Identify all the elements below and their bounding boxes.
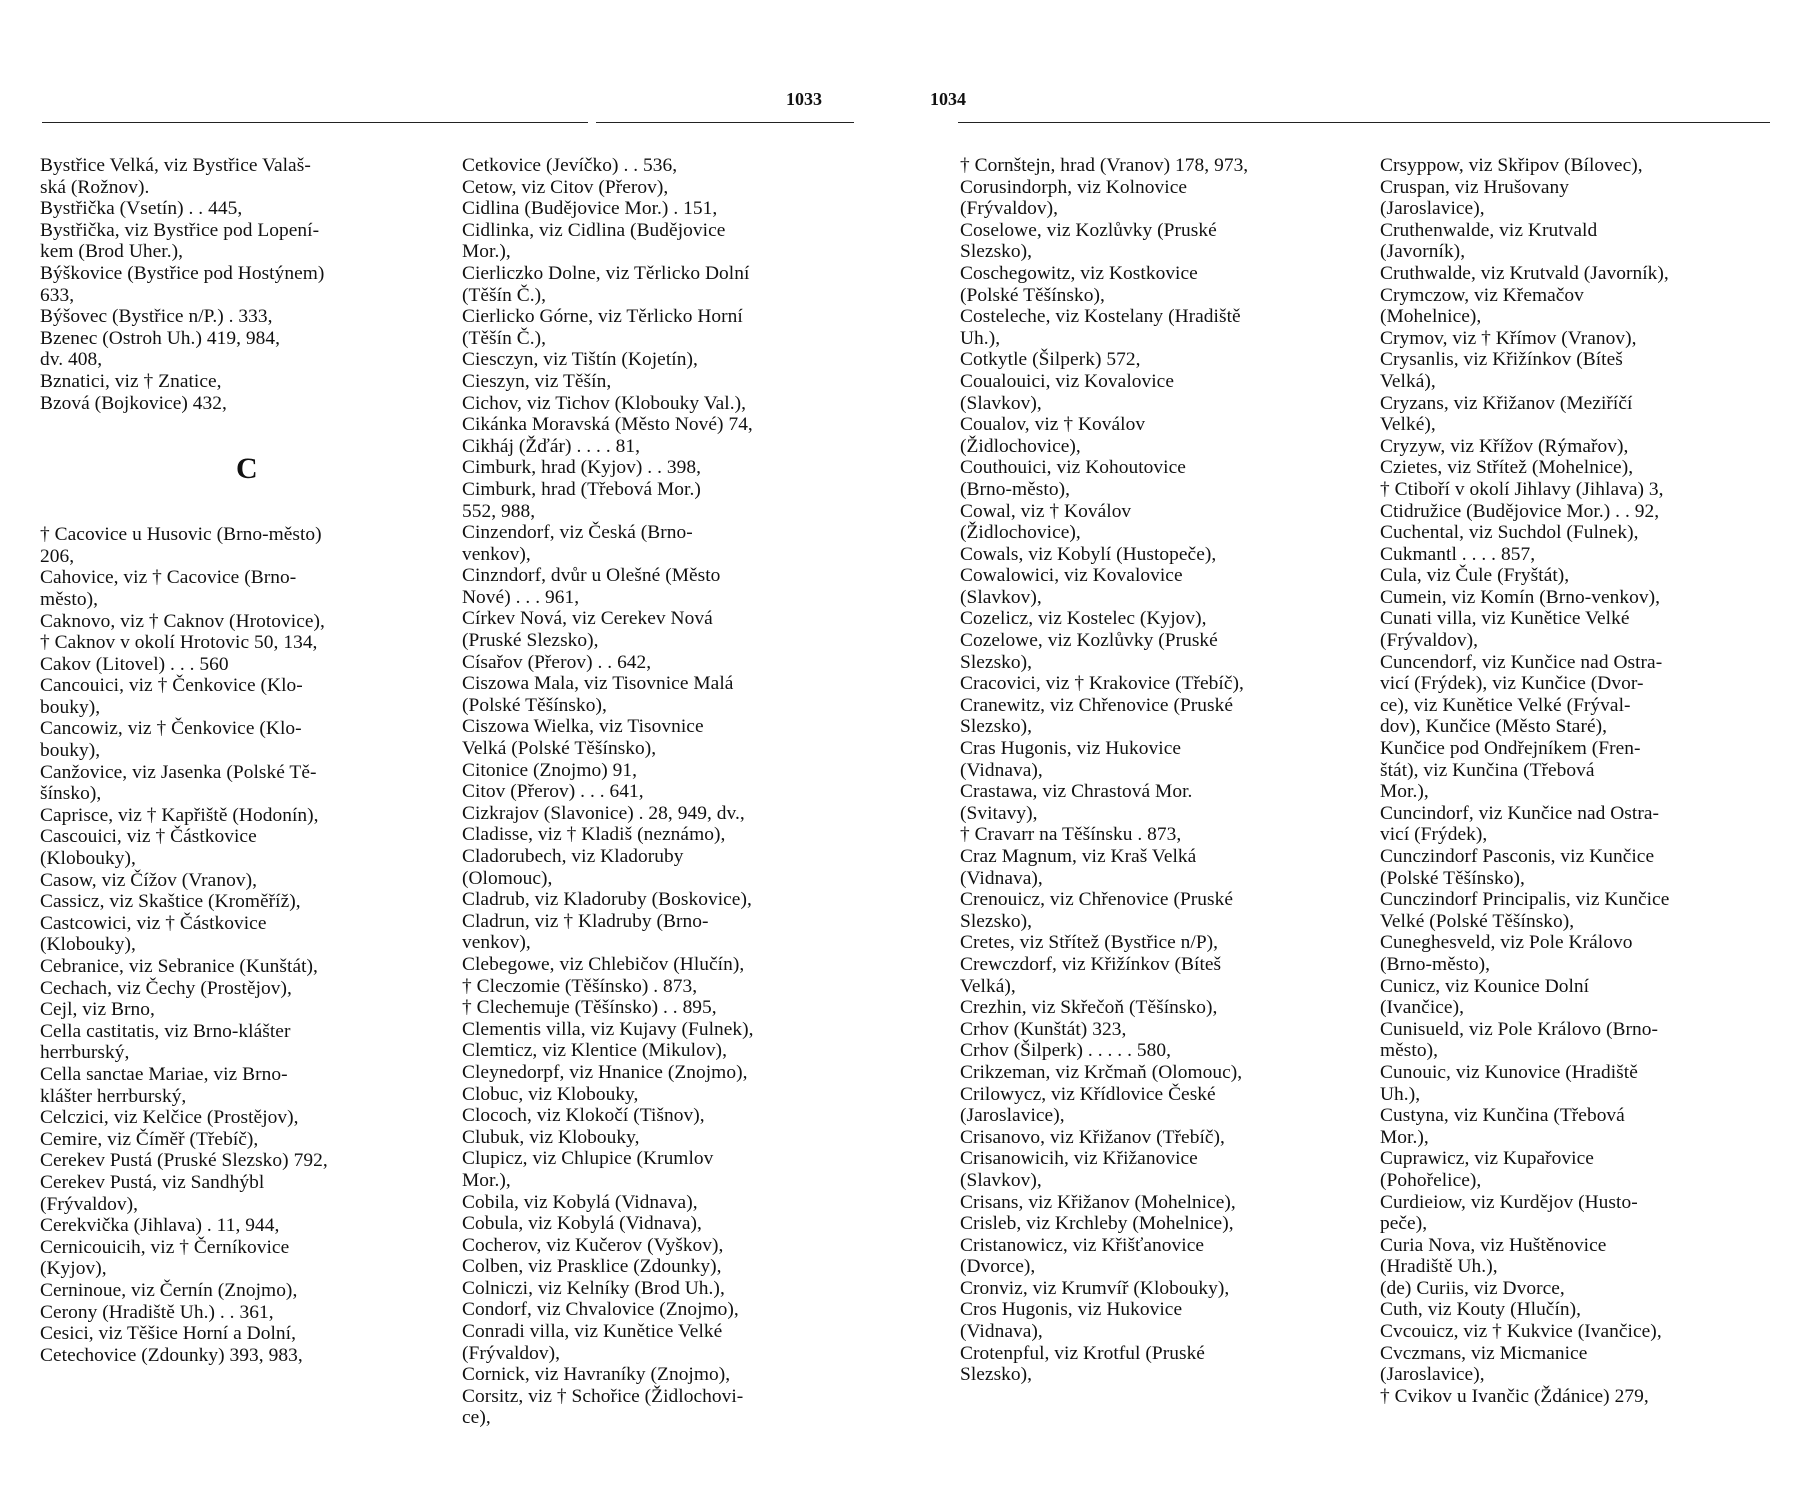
index-line: Clemticz, viz Klentice (Mikulov), (462, 1040, 727, 1062)
index-line: Cristanowicz, viz Křišťanovice (960, 1234, 1205, 1256)
index-line: Cierlicko Górne, viz Těrlicko Horní (462, 306, 743, 328)
index-column-2 (462, 155, 872, 1429)
index-line: Couthouici, viz Kohoutovice (960, 457, 1186, 479)
index-line: Mor.), (1380, 781, 1429, 803)
index-line: Celczici, viz Kelčice (Prostějov), (40, 1107, 299, 1129)
index-line: Clebegowe, viz Chlebičov (Hlučín), (462, 953, 745, 975)
index-line: (Polské Těšínsko), (1380, 867, 1525, 889)
index-line: šínsko), (40, 783, 102, 805)
index-line: Cimburk, hrad (Kyjov) . . 398, (462, 457, 702, 479)
index-line: Cascouici, viz † Částkovice (40, 826, 257, 848)
index-line: (Klobouky), (40, 848, 136, 870)
index-line: Cuth, viz Kouty (Hlučín), (1380, 1299, 1582, 1321)
index-line: Condorf, viz Chvalovice (Znojmo), (462, 1299, 739, 1321)
index-line: 206, (40, 545, 75, 567)
index-line: město), (40, 588, 98, 610)
index-line: Bystřička, viz Bystřice pod Lopení- (40, 219, 320, 241)
index-line: bouky), (40, 740, 101, 762)
index-line: Cladorubech, viz Kladoruby (462, 846, 684, 867)
index-column-3 (960, 155, 1360, 1386)
index-line: ce), (462, 1407, 491, 1429)
index-line: (de) Curiis, viz Dvorce, (1380, 1277, 1565, 1299)
index-line: † Cacovice u Husovic (Brno-město) (40, 524, 322, 546)
index-line: 633, (40, 284, 75, 306)
index-line: Cetow, viz Citov (Přerov), (462, 176, 669, 198)
index-line: Curia Nova, viz Huštěnovice (1380, 1234, 1607, 1256)
index-line: Colben, viz Prasklice (Zdounky), (462, 1256, 722, 1278)
index-line: Cruthwalde, viz Krutvald (Javorník), (1380, 262, 1669, 284)
index-line: Kunčice pod Ondřejníkem (Fren- (1380, 738, 1641, 760)
index-line: Cunczindorf Principalis, viz Kunčice (1380, 889, 1670, 911)
index-line: Císařov (Přerov) . . 642, (462, 651, 652, 673)
index-line: Cruspan, viz Hrušovany (1380, 176, 1570, 198)
index-line: Cechach, viz Čechy (Prostějov), (40, 977, 292, 999)
index-line: Cakov (Litovel) . . . 560 (40, 653, 229, 675)
index-line: Cerninoue, viz Černín (Znojmo), (40, 1279, 298, 1301)
index-line: Conradi villa, viz Kunětice Velké (462, 1321, 723, 1343)
index-line: Cunczindorf Pasconis, viz Kunčice (1380, 846, 1655, 867)
index-line: Crezhin, viz Skřečoň (Těšínsko), (960, 997, 1218, 1019)
index-line: Velká), (960, 975, 1016, 997)
index-line: Crikzeman, viz Krčmaň (Olomouc), (960, 1061, 1243, 1083)
index-line: (Židlochovice), (960, 522, 1081, 544)
index-line: Custyna, viz Kunčina (Třebová (1380, 1105, 1625, 1127)
index-line: Mor.), (462, 241, 511, 263)
index-line: Crastawa, viz Chrastová Mor. (960, 781, 1193, 803)
index-line: (Olomouc), (462, 867, 553, 889)
index-line: (Svitavy), (960, 802, 1038, 824)
index-line: Crisanowicih, viz Křižanovice (960, 1148, 1198, 1170)
section-letter: C (236, 452, 258, 486)
index-line: herrburský, (40, 1042, 130, 1064)
index-line: Colniczi, viz Kelníky (Brod Uh.), (462, 1277, 725, 1299)
index-line: Cros Hugonis, viz Hukovice (960, 1299, 1183, 1321)
index-line: Cvczmans, viz Micmanice (1380, 1342, 1588, 1364)
index-line: Clementis villa, viz Kujavy (Fulnek), (462, 1018, 754, 1040)
index-line: Cornick, viz Havraníky (Znojmo), (462, 1364, 731, 1386)
index-line: (Židlochovice), (960, 435, 1081, 457)
index-line: Slezsko), (960, 1364, 1033, 1386)
index-line: Cladrub, viz Kladoruby (Boskovice), (462, 889, 752, 911)
index-line: † Cvikov u Ivančic (Ždánice) 279, (1380, 1385, 1649, 1407)
index-line: Cras Hugonis, viz Hukovice (960, 738, 1182, 760)
index-line: (Slavkov), (960, 392, 1042, 414)
index-line: (Dvorce), (960, 1256, 1036, 1278)
index-line: Coselowe, viz Kozlůvky (Pruské (960, 219, 1217, 241)
index-line: Cuchental, viz Suchdol (Fulnek), (1380, 522, 1639, 544)
index-line: Cetechovice (Zdounky) 393, 983, (40, 1344, 303, 1366)
index-line: Bzová (Bojkovice) 432, (40, 392, 227, 414)
index-line: Cunisueld, viz Pole Královo (Brno- (1380, 1018, 1658, 1040)
index-line: 552, 988, (462, 500, 536, 522)
index-line: Canžovice, viz Jasenka (Polské Tě- (40, 761, 317, 783)
index-line: Slezsko), (960, 716, 1033, 738)
index-line: Craz Magnum, viz Kraš Velká (960, 846, 1197, 867)
index-line: Býšovec (Bystřice n/P.) . 333, (40, 306, 273, 328)
index-line: Cella castitatis, viz Brno-klášter (40, 1020, 291, 1042)
index-line: Crisleb, viz Krchleby (Mohelnice), (960, 1213, 1234, 1235)
index-line: Clobuc, viz Klobouky, (462, 1083, 639, 1105)
index-line: Mor.), (1380, 1126, 1429, 1148)
index-line: Cuprawicz, viz Kupařovice (1380, 1148, 1594, 1170)
index-line: Crysanlis, viz Křižínkov (Bíteš (1380, 349, 1623, 371)
index-line: Ctidružice (Budějovice Mor.) . . 92, (1380, 500, 1660, 522)
index-line: † Cleczomie (Těšínsko) . 873, (462, 975, 698, 997)
index-line: Crymczow, viz Křemačov (1380, 284, 1584, 306)
index-line: (Klobouky), (40, 934, 136, 956)
index-line: venkov), (462, 932, 531, 954)
index-line: venkov), (462, 543, 531, 565)
index-line: (Těšín Č.), (462, 284, 547, 306)
index-line: Cimburk, hrad (Třebová Mor.) (462, 478, 701, 500)
index-line: Crisans, viz Křižanov (Mohelnice), (960, 1191, 1236, 1213)
index-line: Crisanovo, viz Křižanov (Třebíč), (960, 1126, 1225, 1148)
index-line: Velká), (1380, 370, 1436, 392)
index-line: Cella sanctae Mariae, viz Brno- (40, 1063, 288, 1085)
index-line: Cronviz, viz Krumvíř (Klobouky), (960, 1277, 1230, 1299)
index-line: kem (Brod Uher.), (40, 241, 184, 263)
index-line: (Frývaldov), (960, 198, 1059, 220)
index-line: (Pohořelice), (1380, 1169, 1482, 1191)
index-line: (Ivančice), (1380, 997, 1464, 1019)
index-line: Coschegowitz, viz Kostkovice (960, 262, 1198, 284)
index-line: Cejl, viz Brno, (40, 999, 155, 1021)
header-rule-right (958, 122, 1770, 123)
index-line: (Jaroslavice), (960, 1105, 1065, 1127)
index-line: Crenouicz, viz Chřenovice (Pruské (960, 889, 1234, 911)
index-line: Cocherov, viz Kučerov (Vyškov), (462, 1234, 724, 1256)
index-line: Cancouici, viz † Čenkovice (Klo- (40, 675, 303, 697)
index-line: Cinzndorf, dvůr u Olešné (Město (462, 565, 721, 587)
index-line: klášter herrburský, (40, 1085, 187, 1107)
index-line: Cerekvička (Jihlava) . 11, 944, (40, 1215, 280, 1237)
index-line: (Těšín Č.), (462, 327, 547, 349)
index-line: Slezsko), (960, 910, 1033, 932)
index-line: Bznatici, viz † Znatice, (40, 370, 222, 392)
index-line: Caprisce, viz † Kapřiště (Hodonín), (40, 804, 319, 826)
index-line: (Polské Těšínsko), (960, 284, 1105, 306)
index-line: Cobila, viz Kobylá (Vidnava), (462, 1191, 698, 1213)
index-line: Cuncendorf, viz Kunčice nad Ostra- (1380, 651, 1663, 673)
index-line: Cichov, viz Tichov (Klobouky Val.), (462, 392, 746, 414)
index-line: Crsyppow, viz Skřipov (Bílovec), (1380, 155, 1643, 176)
index-line: Cvcouicz, viz † Kukvice (Ivančice), (1380, 1321, 1662, 1343)
index-line: Cierliczko Dolne, viz Těrlicko Dolní (462, 262, 750, 284)
index-line: Cerekev Pustá (Pruské Slezsko) 792, (40, 1150, 328, 1172)
index-line: Cracovici, viz † Krakovice (Třebíč), (960, 673, 1244, 695)
index-line: Cernicouicih, viz † Černíkovice (40, 1236, 290, 1258)
index-line: Cladisse, viz † Kladiš (neznámo), (462, 824, 726, 846)
index-line: Cotkytle (Šilperk) 572, (960, 349, 1141, 371)
index-line: (Slavkov), (960, 586, 1042, 608)
index-line: Mor.), (462, 1169, 511, 1191)
index-line: Corusindorph, viz Kolnovice (960, 176, 1188, 198)
index-line: (Slavkov), (960, 1169, 1042, 1191)
index-line: Bzenec (Ostroh Uh.) 419, 984, (40, 327, 281, 349)
index-line: Ciesczyn, viz Tištín (Kojetín), (462, 349, 698, 371)
index-line: (Vidnava), (960, 1321, 1043, 1343)
index-line: Coualov, viz † Koválov (960, 414, 1146, 436)
page-number-right: 1034 (930, 89, 966, 109)
index-line: (Vidnava), (960, 759, 1043, 781)
index-line: (Javorník), (1380, 241, 1466, 263)
index-line: Cuneghesveld, viz Pole Královo (1380, 932, 1633, 954)
index-line: Clupicz, viz Chlupice (Krumlov (462, 1148, 714, 1170)
index-line: Citov (Přerov) . . . 641, (462, 781, 644, 803)
index-line: (Polské Těšínsko), (462, 694, 607, 716)
index-line: Nové) . . . 961, (462, 586, 580, 608)
index-line: bouky), (40, 696, 101, 718)
index-line: Cieszyn, viz Těšín, (462, 370, 612, 392)
index-line: † Clechemuje (Těšínsko) . . 895, (462, 997, 717, 1019)
index-line: Casow, viz Čížov (Vranov), (40, 869, 257, 891)
index-line: (Frývaldov), (462, 1342, 561, 1364)
header-rule-left-a (42, 122, 588, 123)
index-line: Cretes, viz Střítež (Bystřice n/P), (960, 932, 1219, 954)
index-line: Slezsko), (960, 241, 1033, 263)
index-line: Cidlina (Budějovice Mor.) . 151, (462, 198, 718, 220)
index-line: Cancowiz, viz † Čenkovice (Klo- (40, 718, 302, 740)
index-line: Cryzyw, viz Křížov (Rýmařov), (1380, 435, 1629, 457)
index-line: (Frývaldov), (40, 1193, 139, 1215)
index-line: (Jaroslavice), (1380, 198, 1485, 220)
index-line: Curdieiow, viz Kurdějov (Husto- (1380, 1191, 1638, 1213)
index-line: Crilowycz, viz Křídlovice České (960, 1083, 1216, 1105)
index-line: (Brno-město), (960, 478, 1070, 500)
index-line: štát), viz Kunčina (Třebová (1380, 759, 1595, 781)
index-line: Cassicz, viz Skaštice (Kroměříž), (40, 891, 301, 913)
index-line: (Pruské Slezsko), (462, 630, 599, 652)
index-line: Cunicz, viz Kounice Dolní (1380, 975, 1590, 997)
index-line: Coualouici, viz Kovalovice (960, 370, 1175, 392)
index-line: (Mohelnice), (1380, 306, 1482, 328)
index-line: Cowalowici, viz Kovalovice (960, 565, 1183, 587)
index-line: Cemire, viz Číměř (Třebíč), (40, 1128, 259, 1150)
index-line: Cunati villa, viz Kunětice Velké (1380, 608, 1630, 630)
index-line: Crymov, viz † Křímov (Vranov), (1380, 327, 1637, 349)
index-line: Cikháj (Žďár) . . . . 81, (462, 435, 641, 457)
index-line: Cladrun, viz † Kladruby (Brno- (462, 910, 709, 932)
index-line: † Cravarr na Těšínsku . 873, (960, 824, 1182, 846)
index-line: Citonice (Znojmo) 91, (462, 759, 637, 781)
index-line: Crewczdorf, viz Křižínkov (Bíteš (960, 953, 1222, 975)
index-line: Cuncindorf, viz Kunčice nad Ostra- (1380, 802, 1660, 824)
index-line: † Ctiboří v okolí Jihlavy (Jihlava) 3, (1380, 478, 1664, 500)
index-line: Cinzendorf, viz Česká (Brno- (462, 522, 693, 544)
index-line: † Caknov v okolí Hrotovic 50, 134, (40, 632, 318, 654)
index-line: Cula, viz Čule (Fryštát), (1380, 565, 1570, 587)
index-line: Cunouic, viz Kunovice (Hradiště (1380, 1061, 1638, 1083)
index-line: (Frývaldov), (1380, 630, 1479, 652)
index-line: Cukmantl . . . . 857, (1380, 543, 1536, 565)
page-number-left: 1033 (786, 89, 822, 109)
index-column-1 (40, 155, 440, 1366)
index-line: Caknovo, viz † Caknov (Hrotovice), (40, 610, 325, 632)
index-line: Cranewitz, viz Chřenovice (Pruské (960, 694, 1234, 716)
index-column-4 (1380, 155, 1780, 1407)
index-line: Velké), (1380, 414, 1436, 436)
index-line: Velká (Polské Těšínsko), (462, 738, 657, 760)
index-line: Bystřice Velká, viz Bystřice Valaš- (40, 155, 311, 176)
index-line: vicí (Frýdek), (1380, 824, 1488, 846)
index-line: Clococh, viz Klokočí (Tišnov), (462, 1105, 705, 1127)
index-line: Slezsko), (960, 651, 1033, 673)
index-line: Cahovice, viz † Cacovice (Brno- (40, 567, 297, 589)
index-line: Ciszowa Wielka, viz Tisovnice (462, 716, 704, 738)
index-line: (Vidnava), (960, 867, 1043, 889)
index-line: Clubuk, viz Klobouky, (462, 1126, 640, 1148)
index-line: Crhov (Šilperk) . . . . . 580, (960, 1040, 1172, 1062)
index-line: Cryzans, viz Křižanov (Meziříčí (1380, 392, 1633, 414)
index-line: Býškovice (Bystřice pod Hostýnem) (40, 262, 325, 284)
index-line: Cerony (Hradiště Uh.) . . 361, (40, 1301, 274, 1323)
index-line: Bystřička (Vsetín) . . 445, (40, 198, 243, 220)
index-line: Ciszowa Mala, viz Tisovnice Malá (462, 673, 734, 695)
index-line: Cozelicz, viz Kostelec (Kyjov), (960, 608, 1207, 630)
index-line: Uh.), (1380, 1083, 1421, 1105)
index-line: Cebranice, viz Sebranice (Kunštát), (40, 956, 318, 977)
index-line: Crotenpful, viz Krotful (Pruské (960, 1342, 1205, 1364)
index-line: Cetkovice (Jevíčko) . . 536, (462, 155, 678, 176)
index-line: Cizkrajov (Slavonice) . 28, 949, dv., (462, 802, 745, 824)
index-line: (Hradiště Uh.), (1380, 1256, 1498, 1278)
index-line: ce), viz Kunětice Velké (Frýval- (1380, 694, 1631, 716)
index-line: ská (Rožnov). (40, 176, 150, 198)
index-line: (Kyjov), (40, 1258, 107, 1280)
index-line: Cleynedorpf, viz Hnanice (Znojmo), (462, 1061, 748, 1083)
index-line: Cikánka Moravská (Město Nové) 74, (462, 414, 753, 436)
index-line: Corsitz, viz † Schořice (Židlochovi- (462, 1385, 744, 1407)
index-line: Cowals, viz Kobylí (Hustopeče), (960, 543, 1217, 565)
index-line: Církev Nová, viz Cerekev Nová (462, 608, 713, 630)
index-line: Cesici, viz Těšice Horní a Dolní, (40, 1323, 297, 1345)
index-line: peče), (1380, 1213, 1428, 1235)
index-line: Cobula, viz Kobylá (Vidnava), (462, 1213, 702, 1235)
index-line: město), (1380, 1040, 1438, 1062)
index-line: Castcowici, viz † Částkovice (40, 912, 267, 934)
index-line: vicí (Frýdek), viz Kunčice (Dvor- (1380, 673, 1644, 695)
index-line: Cidlinka, viz Cidlina (Budějovice (462, 219, 726, 241)
index-line: dv. 408, (40, 349, 103, 371)
index-line: Cruthenwalde, viz Krutvald (1380, 219, 1598, 241)
index-line: Cerekev Pustá, viz Sandhýbl (40, 1171, 265, 1193)
index-line: Cowal, viz † Koválov (960, 500, 1132, 522)
index-line: Costeleche, viz Kostelany (Hradiště (960, 306, 1241, 328)
index-line: Uh.), (960, 327, 1001, 349)
index-line: (Brno-město), (1380, 953, 1490, 975)
header-rule-left-b (596, 122, 854, 123)
index-line: Crhov (Kunštát) 323, (960, 1018, 1127, 1040)
index-line: Cozelowe, viz Kozlůvky (Pruské (960, 630, 1218, 652)
index-line: (Jaroslavice), (1380, 1364, 1485, 1386)
index-line: Velké (Polské Těšínsko), (1380, 910, 1575, 932)
index-line: † Cornštejn, hrad (Vranov) 178, 973, (960, 155, 1249, 176)
index-line: Cumein, viz Komín (Brno-venkov), (1380, 586, 1661, 608)
index-line: Czietes, viz Střítež (Mohelnice), (1380, 457, 1634, 479)
index-line: dov), Kunčice (Město Staré), (1380, 716, 1608, 738)
